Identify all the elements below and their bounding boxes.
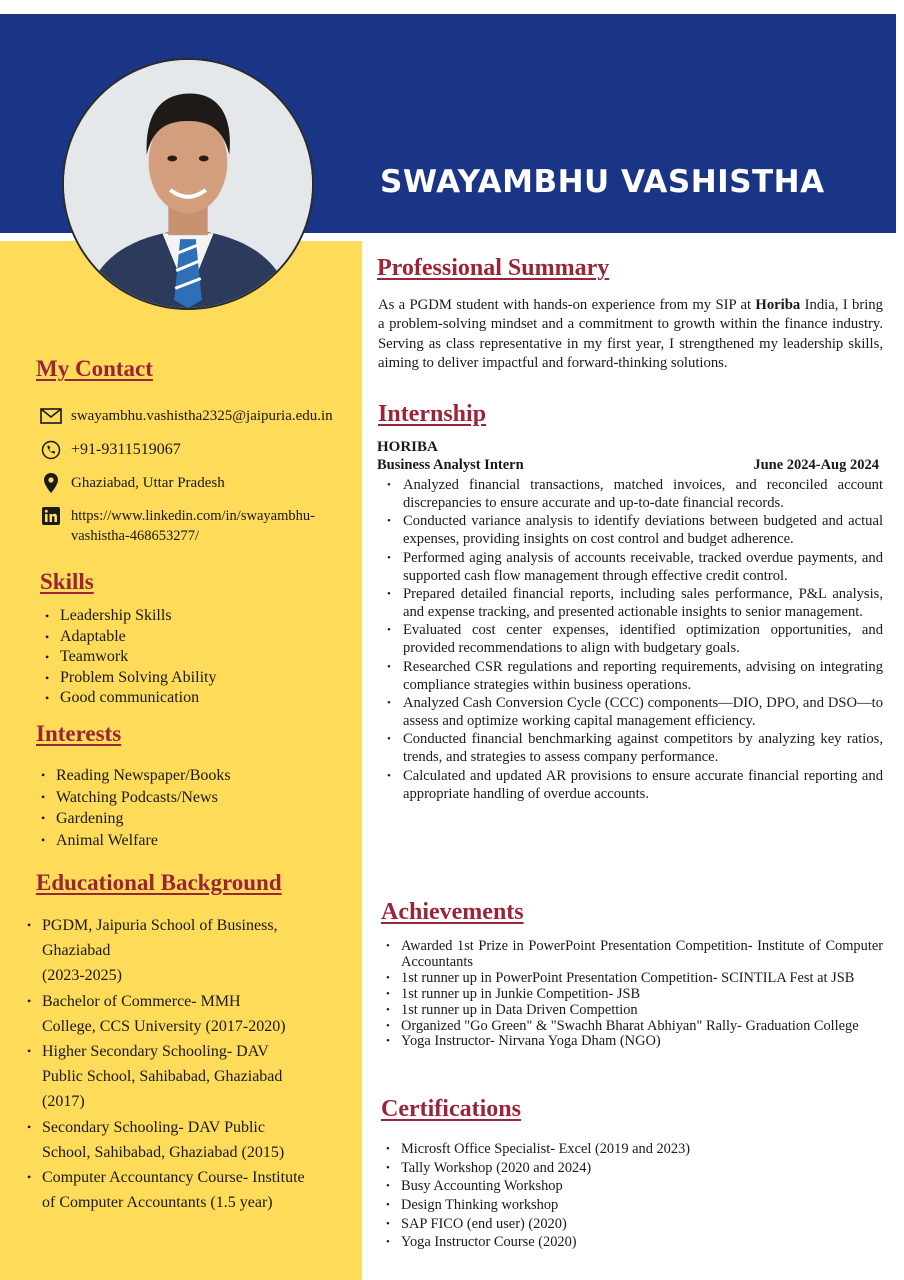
- achievements-list: [381, 939, 883, 1050]
- education-heading: Educational Background: [36, 870, 282, 895]
- company-name: HORIBA: [377, 439, 438, 455]
- profile-photo: [62, 58, 314, 310]
- list-item: • Leadership Skills: [40, 606, 216, 627]
- list-item: • Computer Accountancy Course- Institute of Computer Accountants (1.5 year): [26, 1165, 346, 1215]
- list-item: • Yoga Instructor- Nirvana Yoga Dham (NGO): [381, 1034, 883, 1050]
- summary-paragraph: As a PGDM student with hands-on experience from my SIP at Horiba India, I bring a problem-solving mindset and a commitment to growth within the finance industry. Serving as class representative in my first year, I strengthened my leadership skills, aiming to deliver impactful and forward-thinking solutions.: [378, 297, 883, 372]
- list-item: • Animal Welfare: [36, 830, 231, 852]
- skills-list: [40, 606, 216, 709]
- list-item: • Problem Solving Ability: [40, 668, 216, 689]
- certifications-heading: Certifications: [381, 1096, 521, 1122]
- list-item: • Teamwork: [40, 647, 216, 668]
- summary-heading: Professional Summary: [377, 255, 610, 281]
- list-item: • Yoga Instructor Course (2020): [381, 1233, 883, 1252]
- list-item: • Organized "Go Green" & "Swachh Bharat Abhiyan" Rally- Graduation College: [381, 1019, 883, 1035]
- interests-list: [36, 765, 231, 851]
- list-item: • Design Thinking workshop: [381, 1196, 883, 1215]
- location-text: Ghaziabad, Uttar Pradesh: [71, 475, 225, 491]
- list-item: • Good communication: [40, 688, 216, 709]
- education-list: [26, 913, 346, 1215]
- list-item: • Performed aging analysis of accounts receivable, tracked overdue payments, and supported cash flow management through effective credit control.: [377, 549, 883, 585]
- location-row: [38, 473, 225, 493]
- location-pin-icon: [38, 473, 64, 493]
- email-row: [38, 406, 333, 426]
- list-item: • Prepared detailed financial reports, including sales performance, P&L analysis, and expense tracking, and presented actionable insights to senior management.: [377, 585, 883, 621]
- candidate-name: SWAYAMBHU VASHISTHA: [380, 164, 825, 200]
- list-item: • 1st runner up in Junkie Competition- JSB: [381, 987, 883, 1003]
- linkedin-row: [38, 506, 315, 546]
- list-item: • Awarded 1st Prize in PowerPoint Presentation Competition- Institute of Computer Accountants: [381, 939, 883, 971]
- list-item: • Microsft Office Specialist- Excel (2019 and 2023): [381, 1140, 883, 1159]
- phone-icon: [38, 440, 64, 460]
- list-item: • 1st runner up in Data Driven Compettion: [381, 1003, 883, 1019]
- certifications-list: [381, 1140, 883, 1252]
- list-item: • Reading Newspaper/Books: [36, 765, 231, 787]
- list-item: • 1st runner up in PowerPoint Presentation Competition- SCINTILA Fest at JSB: [381, 971, 883, 987]
- role-line: [377, 457, 879, 474]
- list-item: • Higher Secondary Schooling- DAV Public School, Sahibabad, Ghaziabad (2017): [26, 1039, 346, 1115]
- role-dates: June 2024-Aug 2024: [753, 457, 879, 473]
- list-item: • Watching Podcasts/News: [36, 787, 231, 809]
- list-item: • Researched CSR regulations and reporting requirements, advising on integrating compliance strategies within business operations.: [377, 658, 883, 694]
- list-item: • Analyzed Cash Conversion Cycle (CCC) components—DIO, DPO, and DSO—to assess and optimize working capital management efficiency.: [377, 694, 883, 730]
- linkedin-url[interactable]: https://www.linkedin.com/in/swayambhu- vashistha-468653277/: [71, 508, 315, 544]
- list-item: • PGDM, Jaipuria School of Business, Ghaziabad (2023-2025): [26, 913, 346, 989]
- email-text[interactable]: swayambhu.vashistha2325@jaipuria.edu.in: [71, 408, 333, 424]
- list-item: • SAP FICO (end user) (2020): [381, 1215, 883, 1234]
- achievements-heading: Achievements: [381, 899, 524, 925]
- list-item: • Adaptable: [40, 627, 216, 648]
- role-title: Business Analyst Intern: [377, 457, 524, 473]
- internship-heading: Internship: [378, 401, 487, 427]
- list-item: • Tally Workshop (2020 and 2024): [381, 1159, 883, 1178]
- list-item: • Secondary Schooling- DAV Public School, Sahibabad, Ghaziabad (2015): [26, 1115, 346, 1165]
- email-icon: [38, 406, 64, 426]
- list-item: • Analyzed financial transactions, matched invoices, and reconciled account discrepancies to ensure accurate and up-to-date financial records.: [377, 476, 883, 512]
- list-item: • Gardening: [36, 808, 231, 830]
- phone-row: [38, 440, 181, 460]
- list-item: • Conducted variance analysis to identify deviations between budgeted and actual expenses, providing insights on cost control and budget adherence.: [377, 512, 883, 548]
- list-item: • Evaluated cost center expenses, identified optimization opportunities, and provided recommendations to align with budgetary goals.: [377, 621, 883, 657]
- internship-duties: [377, 476, 883, 803]
- linkedin-icon: [38, 506, 64, 526]
- list-item: • Conducted financial benchmarking against competitors by analyzing key ratios, trends, and strategies to assess company performance.: [377, 730, 883, 766]
- list-item: • Busy Accounting Workshop: [381, 1177, 883, 1196]
- phone-text: +91-9311519067: [71, 441, 181, 458]
- skills-heading: Skills: [40, 569, 94, 594]
- list-item: • Bachelor of Commerce- MMH College, CCS University (2017-2020): [26, 989, 346, 1039]
- list-item: • Calculated and updated AR provisions to ensure accurate financial reporting and appropriate handling of overdue accounts.: [377, 767, 883, 803]
- contact-heading: My Contact: [36, 356, 153, 381]
- interests-heading: Interests: [36, 721, 122, 746]
